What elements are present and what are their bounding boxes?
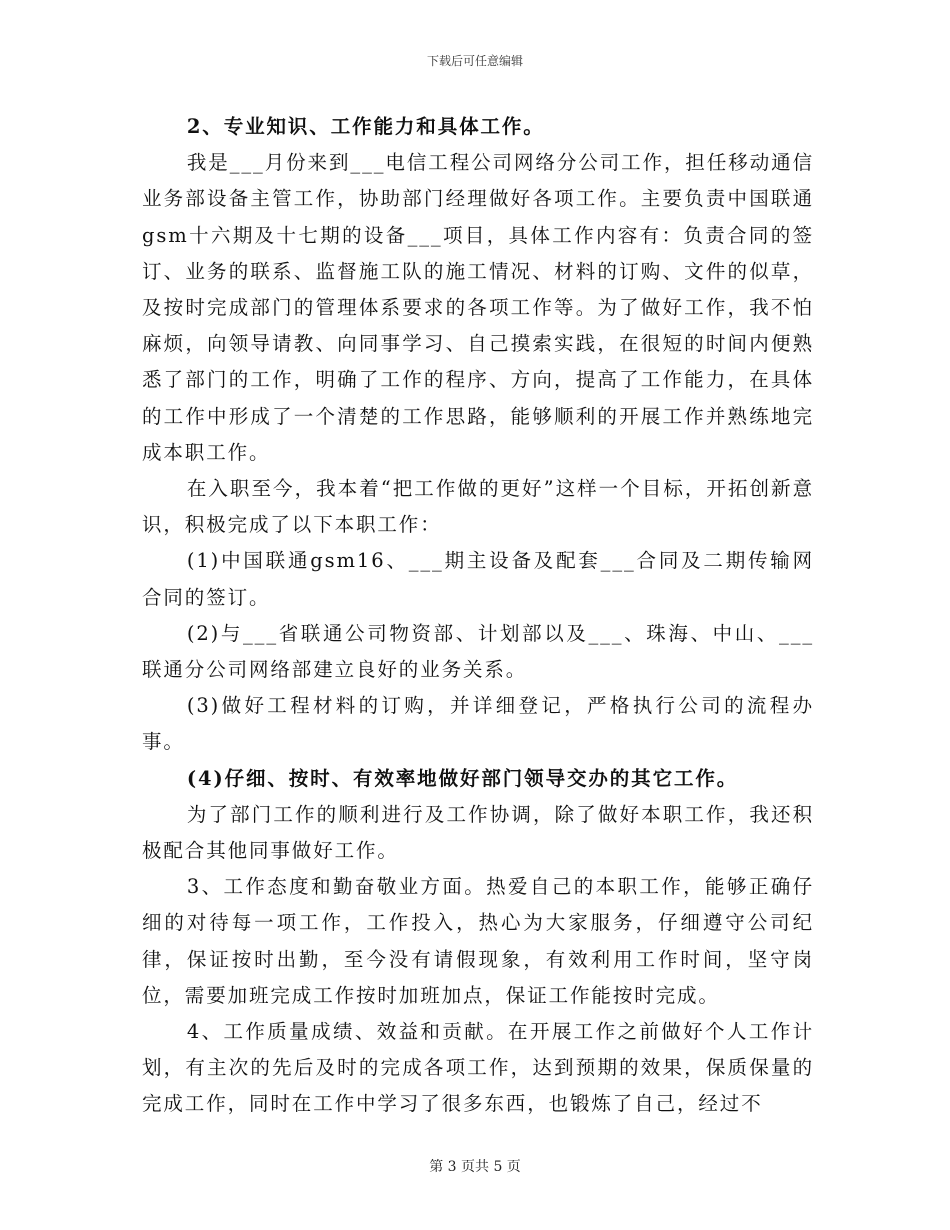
document-body [142, 109, 814, 1123]
page-header: 下载后可任意编辑 [426, 54, 523, 68]
section-work-quality: 4、工作质量成绩、效益和贡献。在开展工作之前做好个人工作计划，有主次的先后及时的完成各项工作，达到预期的效果，保质保量的完成工作，同时在工作中学习了很多东西，也锻炼了自己，经过不 [142, 1020, 814, 1116]
list-item-3: (3)做好工程材料的订购，并详细登记，严格执行公司的流程办事。 [142, 694, 814, 754]
section-heading-2: 2、专业知识、工作能力和具体工作。 [186, 115, 545, 138]
page-footer: 第 3 页共 5 页 [429, 1159, 521, 1175]
list-item-2: (2)与___省联通公司物资部、计划部以及___、珠海、中山、___联通分公司网络部建立良好的业务关系。 [142, 621, 814, 682]
paragraph-work-description: 我是___月份来到___电信工程公司网络分公司工作，担任移动通信业务部设备主管工作，协助部门经理做好各项工作。主要负责中国联通gsm十六期及十七期的设备___项目，具体工作内容有：负责合同的签订、业务的联系、监督施工队的施工情况、材料的订购、文件的似草，及按时完成部门的管理体系要求的各项工作等。为了做好工作，我不怕麻烦，向领导请教、向同事学习、自己摸索实践，在很短的时间内便熟悉了部门的工作，明确了工作的程序、方向，提高了工作能力，在具体的工作中形成了一个清楚的工作思路，能够顺利的开展工作并熟练地完成本职工作。 [142, 151, 814, 464]
list-item-1: (1)中国联通gsm16、___期主设备及配套___合同及二期传输网合同的签订。 [142, 549, 814, 609]
paragraph-cooperation: 为了部门工作的顺利进行及工作协调，除了做好本职工作，我还积极配合其他同事做好工作。 [142, 802, 814, 863]
section-work-attitude: 3、工作态度和勤奋敬业方面。热爱自己的本职工作，能够正确仔细的对待每一项工作，工作投入，热心为大家服务，仔细遵守公司纪律，保证按时出勤，至今没有请假现象，有效利用工作时间，坚守岗位，需要加班完成工作按时加班加点，保证工作能按时完成。 [142, 875, 814, 1007]
paragraph-goals: 在入职至今，我本着“把工作做的更好”这样一个目标，开拓创新意识，积极完成了以下本职工作： [142, 477, 814, 537]
list-item-4: (4)仔细、按时、有效率地做好部门领导交办的其它工作。 [186, 766, 739, 790]
